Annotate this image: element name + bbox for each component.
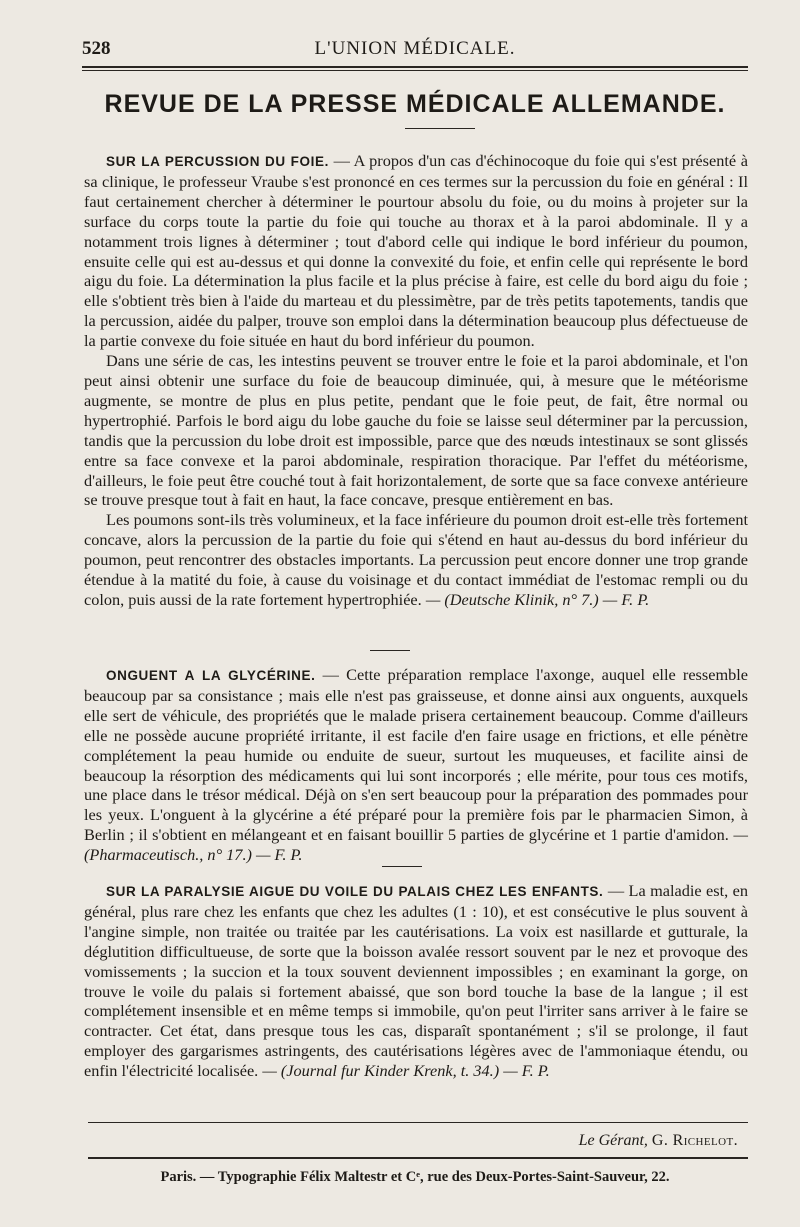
paragraph-text: Les poumons sont-ils très volumineux, et la face inférieure du poumon droit est-elle très fortement concave, alors la percussion de la partie du foie qui s'étend en haut au-dessus du bord inférieur du poumon, peut rencontrer des obstacles importants. La percussion peut encore donner une trop grande étendue à la matité du foie, à cause du voisinage et du contact immédiat de l'estomac rempli ou du colon, puis aussi de la rate fortement hypertrophiée. — [84, 510, 748, 609]
paragraph-text: — La maladie est, en général, plus rare chez les enfants que chez les adultes (1 : 10), et est consécutive le plus souvent à l'angine simple, non traitée ou traitée par les cautérisations. La voix est nasillarde et gutturale, la déglutition difficultueuse, de sorte que la boisson avalée ressort souvent par le nez et provoque des vomissements ; la succion et la toux souvent deviennent impossibles ; en examinant la gorge, on trouve le voile du palais si fortement abaissé, que son bord touche la base de la langue ; il est complétement insensible et en même temps si immobile, qu'on peut l'irriter sans arriver à le faire se contracter. Cet état, dans presque tous les cas, disparaît spontanément ; s'il se prolonge, il faut employer des gargarismes astringents, des cautérisations légères avec de l'ammoniaque étendu, ou enfin l'électricité localisée. — [84, 881, 748, 1081]
section-title: REVUE DE LA PRESSE MÉDICALE ALLEMANDE. — [104, 90, 726, 118]
article-source: — (Pharmaceutisch., n° 17.) — F. P. — [84, 825, 748, 865]
article-source: — (Deutsche Klinik, n° 7.) — F. P. — [425, 589, 650, 609]
article-heading: SUR LA PARALYSIE AIGUE DU VOILE DU PALAIS CHEZ LES ENFANTS. — [106, 884, 604, 899]
article-source: — (Journal fur Kinder Krenk, t. 34.) — F. P. — [262, 1061, 550, 1081]
printer-imprint: Paris. — Typographie Félix Maltestr et Cᵉ, rue des Deux-Portes-Saint-Sauveur, 22. — [160, 1169, 670, 1185]
title-rule — [405, 128, 475, 129]
header-rule — [82, 66, 748, 68]
article-heading: SUR LA PERCUSSION DU FOIE. — [106, 154, 329, 169]
gerant-name: G. Richelot. — [651, 1132, 738, 1149]
article-onguent-glycerine — [84, 665, 748, 865]
article-paragraph — [84, 151, 748, 351]
paragraph-text: — A propos d'un cas d'échinocoque du foie qui s'est présenté à sa clinique, le professeur Vraube s'est prononcé en ces termes sur la percussion du foie en général : Il faut certainement chercher à déterminer le pourtour absolu du foie, ou du moins à projeter sur la surface du corps toute la partie du foie qui touche au thorax et à la paroi abdominale. Il y a notamment trois lignes à déterminer ; tout d'abord celle qui indique le bord inférieur du poumon, ensuite celle qui est au-dessus et qui donne la convexité du foie, et enfin celle qui représente le bord aigu du foie. La détermination la plus facile et la plus précise à faire, est celle du bord aigu du foie ; elle s'obtient très bien à l'aide du marteau et du plessimètre, par de très petits tapotements, tandis que la percussion, aidée du palper, trouve son emploi dans la détermination beaucoup plus défectueuse de la partie convexe du foie située en haut du bord inférieur du poumon. — [84, 151, 748, 351]
header-rule-thin — [82, 70, 748, 71]
gerant-signature — [579, 1132, 738, 1150]
article-percussion-foie — [84, 151, 748, 610]
article-paragraph: Dans une série de cas, les intestins peuvent se trouver entre le foie et la paroi abdominale, et l'on peut ainsi obtenir une surface du foie de beaucoup diminuée, qui, à mesure que le météorisme augmente, se montre de plus en plus petite, pendant que le foie peut, de fait, être normal ou hypertrophié. Parfois le bord aigu du lobe gauche du foie se laisse seul déterminer par la percussion, tandis que la percussion du lobe droit est impossible, parce que des nœuds intestinaux se sont glissés entre sa face convexe et la paroi abdominale, respiration thoracique. Par l'effet du météorisme, d'ailleurs, le foie peut être couché tout à fait horizontalement, de sorte que sa face convexe antérieure se trouve presque tout à fait en haut, la face concave, presque entièrement en bas. — [84, 351, 748, 510]
section-separator — [382, 866, 422, 867]
gerant-label: Le Gérant, — [578, 1132, 648, 1149]
article-heading: ONGUENT A LA GLYCÉRINE. — [106, 668, 316, 683]
article-paragraph — [84, 510, 748, 610]
section-separator — [370, 650, 410, 651]
article-paragraph — [84, 881, 748, 1081]
running-head — [82, 32, 748, 66]
footer-rule — [88, 1122, 748, 1123]
journal-title: L'UNION MÉDICALE. — [314, 38, 516, 59]
page-number: 528 — [82, 38, 111, 59]
article-paralysie-voile — [84, 881, 748, 1081]
article-paragraph — [84, 665, 748, 865]
paragraph-text: — Cette préparation remplace l'axonge, auquel elle ressemble beaucoup par sa consistance ; mais elle n'est pas graisseuse, et donne ainsi aux onguents, auxquels elle sert de véhicule, des propriétés que le malade prisera certainement beaucoup. Comme d'ailleurs elle ne possède aucune propriété irritante, il est facile d'en faire usage en frictions, et elle pénètre complétement la peau humide ou enduite de sueur, surtout les muqueuses, et facilite ainsi de beaucoup la résorption des médicaments qui lui sont incorporés ; elle mérite, pour tous ces motifs, une place dans le trésor médical. Déjà on s'en sert beaucoup pour la préparation des pommades pour les yeux. L'onguent à la glycérine a été préparé pour la première fois par le pharmacien Simon, à Berlin ; il s'obtient en mélangeant et en faisant bouillir 5 parties de glycérine et 1 partie d'amidon. — [84, 665, 748, 845]
footer-rule-thick — [88, 1157, 748, 1159]
